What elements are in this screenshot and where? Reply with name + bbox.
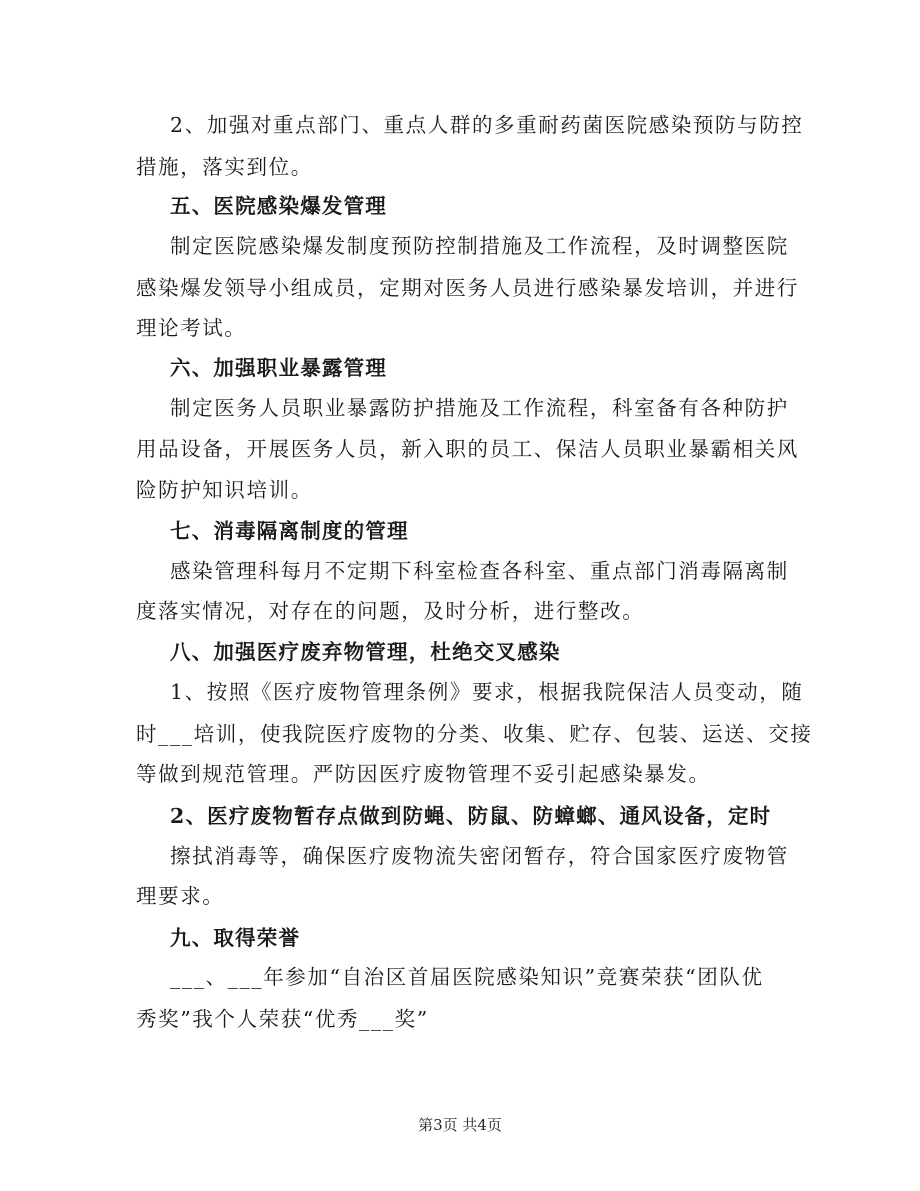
paragraph-line: ___、___年参加“自治区首届医院感染知识”竞赛荣获“团队优 — [170, 965, 764, 989]
paragraph-line: 理要求。 — [136, 884, 225, 908]
paragraph-line: 险防护知识培训。 — [136, 478, 313, 502]
section-heading: 八、加强医疗废弃物管理，杜绝交叉感染 — [170, 640, 561, 664]
section-heading: 九、取得荣誉 — [170, 926, 301, 950]
section-heading: 六、加强职业暴露管理 — [170, 356, 387, 380]
page-number-footer: 第3页 共4页 — [418, 1116, 502, 1134]
section-heading: 七、消毒隔离制度的管理 — [170, 519, 409, 543]
paragraph-line: 等做到规范管理。严防因医疗废物管理不妥引起感染暴发。 — [136, 762, 711, 786]
paragraph-line: 理论考试。 — [136, 316, 247, 340]
paragraph-line: 1、按照《医疗废物管理条例》要求，根据我院保洁人员变动，随 — [170, 680, 804, 704]
paragraph-line: 制定医院感染爆发制度预防控制措施及工作流程，及时调整医院 — [170, 234, 789, 258]
paragraph-line: 措施，落实到位。 — [136, 155, 313, 179]
paragraph-line: 2、加强对重点部门、重点人群的多重耐药菌医院感染预防与防控 — [170, 113, 804, 137]
section-heading: 五、医院感染爆发管理 — [170, 194, 387, 218]
paragraph-line: 擦拭消毒等，确保医疗废物流失密闭暂存，符合国家医疗废物管 — [170, 844, 789, 868]
paragraph-line: 制定医务人员职业暴露防护措施及工作流程，科室备有各种防护 — [170, 396, 789, 420]
paragraph-line: 用品设备，开展医务人员，新入职的员工、保洁人员职业暴霸相关风 — [136, 437, 799, 461]
section-heading: 2、医疗废物暂存点做到防蝇、防鼠、防蟑螂、通风设备，定时 — [170, 804, 772, 828]
paragraph-line: 秀奖”我个人荣获“优秀___奖” — [136, 1007, 429, 1031]
paragraph-line: 感染管理科每月不定期下科室检查各科室、重点部门消毒隔离制 — [170, 559, 789, 583]
paragraph-line: 时___培训，使我院医疗废物的分类、收集、贮存、包装、运送、交接 — [136, 722, 813, 746]
paragraph-line: 度落实情况，对存在的问题，及时分析，进行整改。 — [136, 599, 645, 623]
paragraph-line: 感染爆发领导小组成员，定期对医务人员进行感染暴发培训，并进行 — [136, 276, 799, 300]
